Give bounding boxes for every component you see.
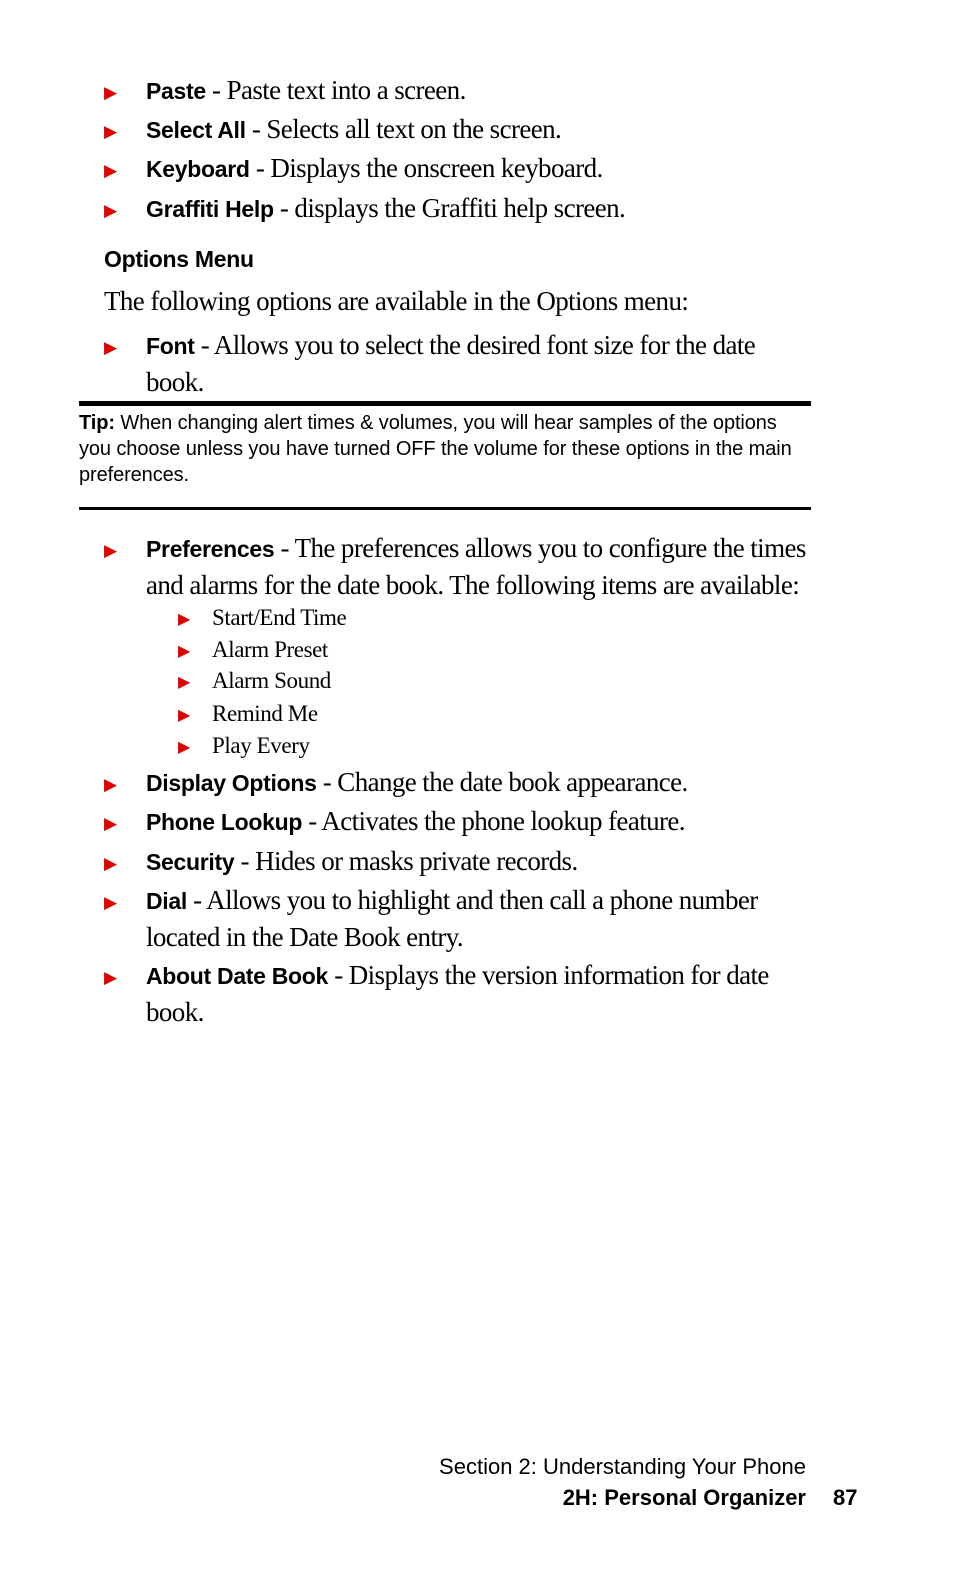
item-term: Font (146, 333, 195, 359)
list-item-display-options (104, 764, 814, 801)
sub-item-alarm-preset (178, 635, 328, 665)
item-desc: - Displays the version information for date book. (146, 960, 769, 1027)
bullet-arrow-icon: ▶ (178, 641, 190, 660)
bullet-arrow-icon: ▶ (104, 83, 117, 103)
item-desc: - The preferences allows you to configure the times and alarms for the date book. The following items are available: (146, 533, 806, 600)
list-item-font (104, 327, 814, 400)
item-term: Preferences (146, 536, 275, 562)
bullet-arrow-icon: ▶ (104, 814, 117, 834)
bullet-arrow-icon: ▶ (104, 854, 117, 874)
bullet-arrow-icon: ▶ (104, 338, 117, 358)
item-desc: - Hides or masks private records. (234, 846, 578, 876)
item-desc: - Paste text into a screen. (205, 75, 466, 105)
tip-box (79, 410, 801, 488)
sub-item-remind-me (178, 699, 318, 729)
tip-bottom-rule (79, 507, 811, 510)
item-term: Dial (146, 888, 187, 914)
item-term: Security (146, 849, 235, 875)
bullet-arrow-icon: ▶ (104, 968, 117, 988)
bullet-arrow-icon: ▶ (104, 775, 117, 795)
sub-item-label: Remind Me (212, 701, 318, 726)
footer-section-title: Section 2: Understanding Your Phone (439, 1454, 806, 1479)
item-term: Phone Lookup (146, 809, 303, 835)
list-item-select-all (104, 111, 814, 148)
bullet-arrow-icon: ▶ (178, 609, 190, 628)
list-item-paste (104, 72, 814, 109)
list-item-keyboard (104, 150, 814, 187)
list-item-preferences (104, 530, 814, 603)
item-desc: - Allows you to highlight and then call a phone number located in the Date Book entry. (146, 885, 758, 952)
sub-item-label: Alarm Sound (212, 668, 331, 693)
list-item-graffiti-help (104, 190, 814, 227)
bullet-arrow-icon: ▶ (104, 201, 117, 221)
options-menu-heading: Options Menu (104, 246, 254, 272)
item-term: Select All (146, 117, 246, 143)
bullet-arrow-icon: ▶ (104, 893, 117, 913)
list-item-security (104, 843, 814, 880)
tip-top-rule (79, 401, 811, 406)
sub-item-label: Play Every (212, 733, 310, 758)
bullet-arrow-icon: ▶ (178, 672, 190, 691)
list-item-phone-lookup (104, 803, 814, 840)
bullet-arrow-icon: ▶ (104, 122, 117, 142)
item-term: Display Options (146, 770, 317, 796)
item-term: Keyboard (146, 156, 250, 182)
item-term: Graffiti Help (146, 196, 274, 222)
item-desc: - Activates the phone lookup feature. (302, 806, 685, 836)
tip-text: When changing alert times & volumes, you will hear samples of the options you choose unless you have turned OFF the volume for these options in the main preferences. (79, 412, 792, 486)
item-term: Paste (146, 78, 206, 104)
tip-label: Tip: (79, 412, 115, 434)
bullet-arrow-icon: ▶ (178, 705, 190, 724)
item-desc: - Displays the onscreen keyboard. (249, 153, 603, 183)
item-term: About Date Book (146, 963, 329, 989)
sub-item-label: Alarm Preset (212, 637, 328, 662)
sub-item-start-end-time (178, 603, 346, 633)
item-desc: - Change the date book appearance. (316, 767, 688, 797)
sub-item-play-every (178, 731, 310, 761)
footer-chapter-title: 2H: Personal Organizer (562, 1485, 806, 1510)
item-desc: - Selects all text on the screen. (245, 114, 562, 144)
bullet-arrow-icon: ▶ (104, 161, 117, 181)
bullet-arrow-icon: ▶ (178, 737, 190, 756)
item-desc: - Allows you to select the desired font size for the date book. (146, 330, 756, 397)
bullet-arrow-icon: ▶ (104, 541, 117, 561)
sub-item-alarm-sound (178, 666, 331, 696)
options-menu-intro: The following options are available in the Options menu: (104, 286, 689, 316)
item-desc: - displays the Graffiti help screen. (273, 193, 626, 223)
list-item-about-date-book (104, 957, 814, 1030)
sub-item-label: Start/End Time (212, 605, 347, 630)
list-item-dial (104, 882, 814, 955)
page-number: 87 (833, 1485, 858, 1510)
